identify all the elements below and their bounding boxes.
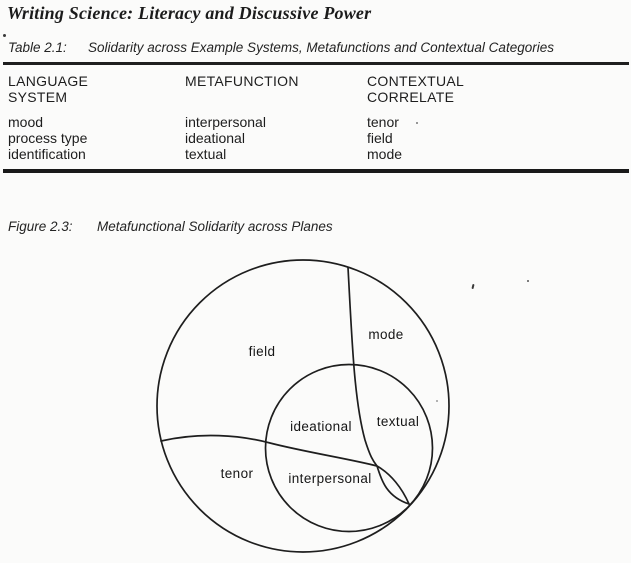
running-head: Writing Science: Literacy and Discussive Power	[7, 3, 372, 23]
field-label: field	[248, 344, 276, 359]
outer-circle	[157, 260, 449, 552]
header-line: CORRELATE	[367, 89, 455, 105]
table-caption-text: Solidarity across Example Systems, Metafunctions and Contextual Categories	[88, 40, 554, 55]
table-cell: ideational	[185, 130, 245, 146]
tenor-label: tenor	[220, 466, 254, 481]
table-cell: tenor	[367, 114, 399, 130]
table-cell: mood	[8, 114, 44, 130]
header-line: SYSTEM	[8, 89, 68, 105]
mode-label: mode	[368, 327, 404, 342]
tenor-divider-curve	[161, 435, 409, 504]
table-cell: field	[367, 130, 393, 146]
ideational-label: ideational	[290, 419, 352, 434]
header-line: METAFUNCTION	[185, 73, 299, 89]
mode-divider-curve	[348, 268, 409, 505]
scan-speck	[436, 400, 438, 402]
textual-label: textual	[376, 414, 420, 429]
figure-caption-text: Metafunctional Solidarity across Planes	[97, 219, 333, 234]
table-cell: mode	[367, 146, 403, 162]
table-cell: identification	[8, 146, 86, 162]
scan-speck	[527, 280, 529, 282]
header-line: LANGUAGE	[8, 73, 89, 89]
figure-caption-label: Figure 2.3:	[8, 219, 73, 234]
table-cell: interpersonal	[185, 114, 266, 130]
header-line: CONTEXTUAL	[367, 73, 465, 89]
table-caption-label: Table 2.1:	[8, 40, 67, 55]
interpersonal-label: interpersonal	[288, 471, 372, 486]
table-cell: textual	[185, 146, 227, 162]
table-cell: process type	[8, 130, 88, 146]
